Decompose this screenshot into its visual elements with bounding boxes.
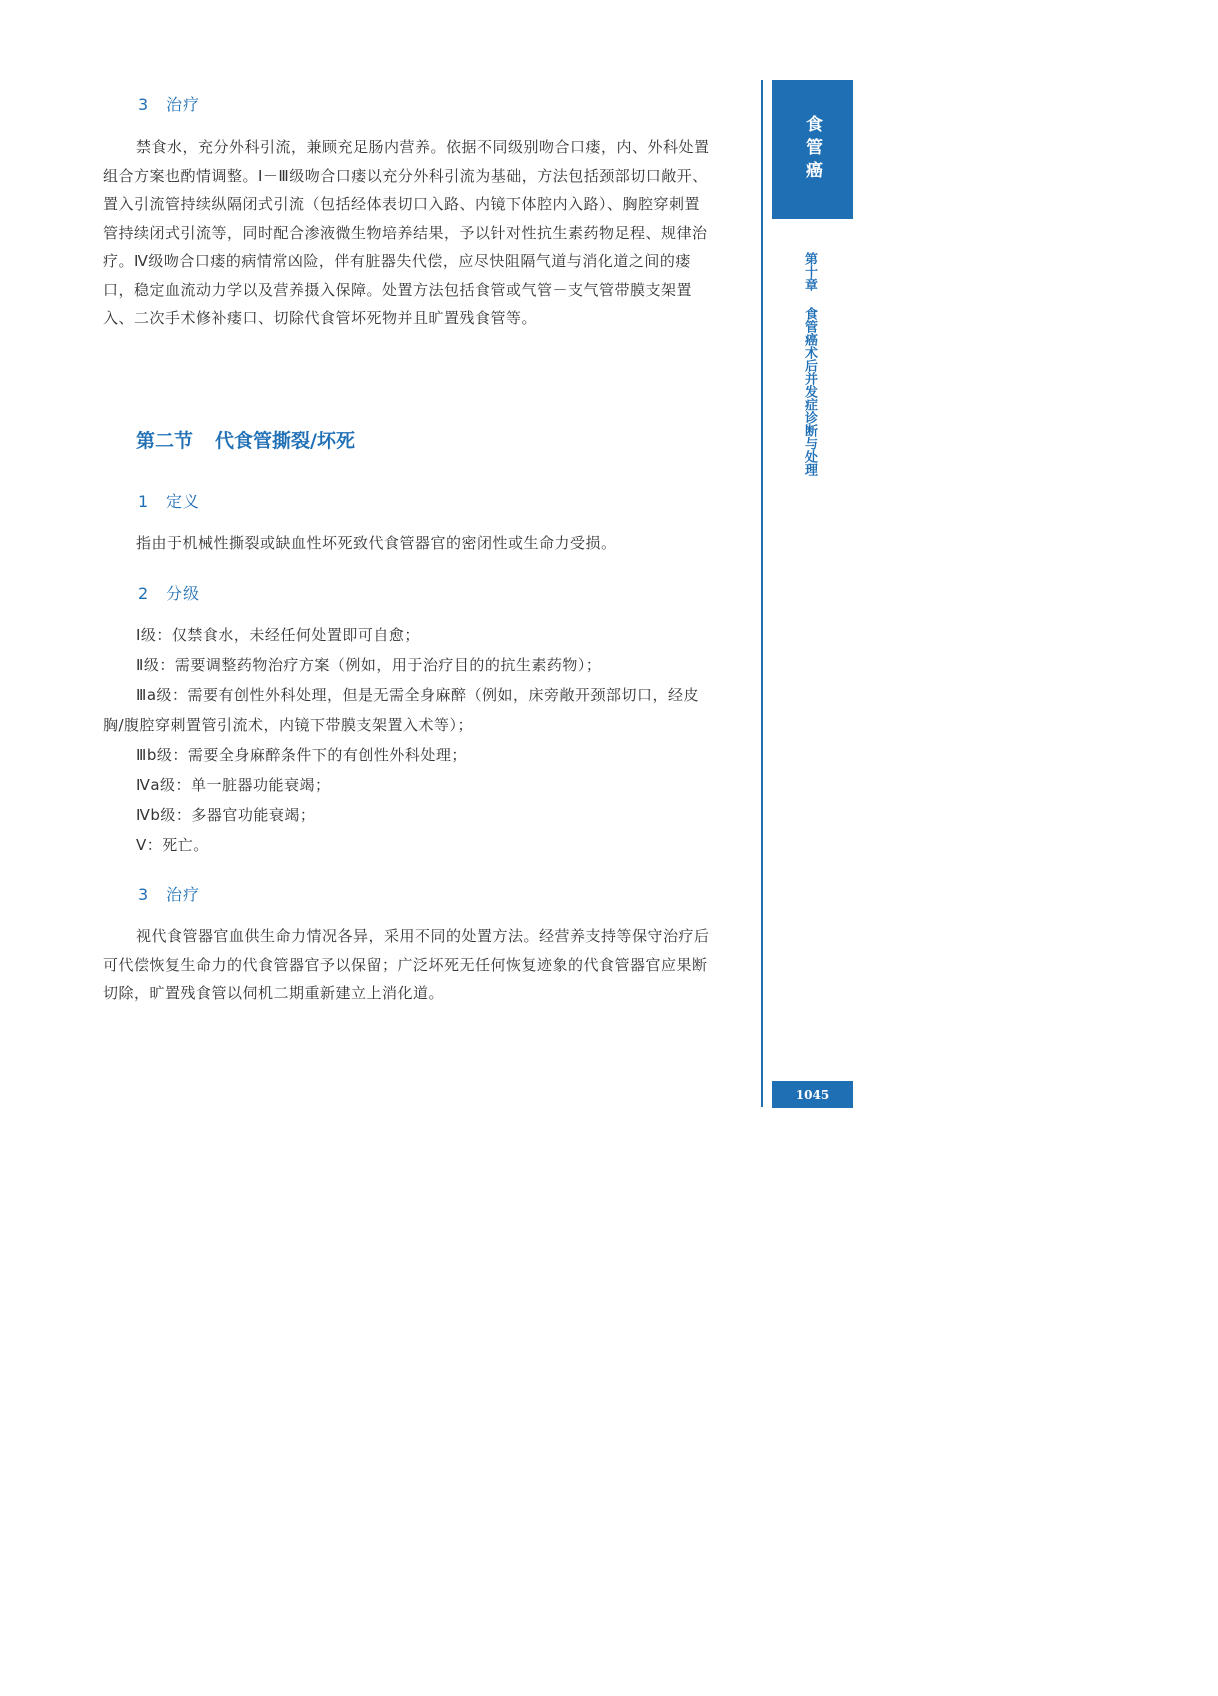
page-number: 1045 [772, 1081, 853, 1108]
margin-divider-line [761, 80, 763, 1107]
treatment2-heading [138, 882, 200, 905]
treatment2-heading-number: 3 [138, 885, 150, 904]
treatment-heading-number: 3 [138, 95, 150, 114]
grade-item: Ⅰ级：仅禁食水，未经任何处置即可自愈； [136, 626, 420, 644]
grade-item: Ⅳb级：多器官功能衰竭； [136, 806, 316, 824]
chapter-title: 食管癌术后并发症诊断与处理 [802, 307, 817, 476]
treatment-paragraph: 禁食水，充分外科引流，兼顾充足肠内营养。依据不同级别吻合口瘘，内、外科处置组合方案也酌情调整。Ⅰ－Ⅲ级吻合口瘘以充分外科引流为基础，方法包括颈部切口敞开、置入引流管持续纵隔闭式引流（包括经体表切口入路、内镜下体腔内入路）、胸腔穿刺置管持续闭式引流等，同时配合渗液微生物培养结果，予以针对性抗生素药物足程、规律治疗。Ⅳ级吻合口瘘的病情常凶险，伴有脏器失代偿，应尽快阻隔气道与消化道之间的瘘口，稳定血流动力学以及营养摄入保障。处置方法包括食管或气管－支气管带膜支架置入、二次手术修补瘘口、切除代食管坏死物并且旷置残食管等。 [103, 138, 710, 327]
grade-item: Ⅱ级：需要调整药物治疗方案（例如，用于治疗目的的抗生素药物）； [136, 656, 602, 674]
grading-heading [138, 581, 200, 604]
grading-heading-title: 分级 [166, 584, 201, 603]
definition-heading-title: 定义 [166, 492, 201, 511]
grade-item: Ⅳa级：单一脏器功能衰竭； [136, 776, 331, 794]
book-title-tab: 食管癌 [772, 80, 853, 219]
treatment2-paragraph: 视代食管器官血供生命力情况各异，采用不同的处置方法。经营养支持等保守治疗后可代偿恢复生命力的代食管器官予以保留；广泛坏死无任何恢复迹象的代食管器官应果断切除，旷置残食管以伺机二期重新建立上消化道。 [103, 927, 710, 1002]
grade-item: Ⅲb级：需要全身麻醉条件下的有创性外科处理； [136, 746, 467, 764]
definition-heading [138, 489, 200, 512]
definition-paragraph: 指由于机械性撕裂或缺血性坏死致代食管器官的密闭性或生命力受损。 [136, 534, 617, 552]
grading-heading-number: 2 [138, 584, 150, 603]
treatment-heading-title: 治疗 [166, 95, 201, 114]
section-title [136, 426, 355, 453]
treatment-heading [138, 92, 200, 115]
grade-item: Ⅲa级：需要有创性外科处理，但是无需全身麻醉（例如，床旁敞开颈部切口，经皮胸/腹腔穿刺置管引流术，内镜下带膜支架置入术等）； [103, 686, 700, 734]
grade-item: Ⅴ：死亡。 [136, 836, 209, 854]
treatment2-heading-title: 治疗 [166, 885, 201, 904]
chapter-label [800, 252, 818, 476]
definition-heading-number: 1 [138, 492, 150, 511]
section-name: 代食管撕裂/坏死 [215, 430, 355, 452]
chapter-number: 第十章 [802, 252, 817, 291]
grade-list [103, 620, 713, 860]
section-number: 第二节 [136, 430, 194, 452]
